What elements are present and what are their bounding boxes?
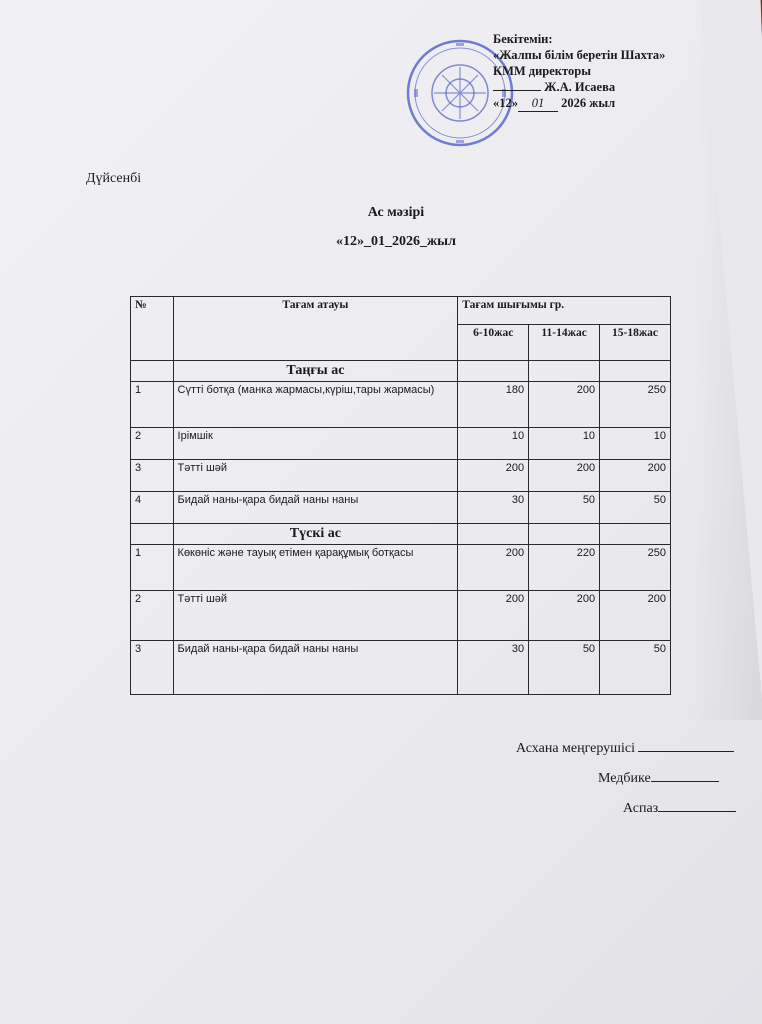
- header-dish-name: Тағам атауы: [173, 297, 458, 361]
- row-number: 1: [131, 545, 174, 591]
- nurse-label: Медбике: [598, 771, 651, 786]
- dish-name: Ірімшік: [173, 428, 458, 460]
- table-row: [131, 591, 671, 641]
- yield-15-18: 10: [600, 428, 671, 460]
- yield-15-18: 50: [600, 492, 671, 524]
- table-row: [131, 492, 671, 524]
- approval-block: [493, 31, 665, 112]
- row-number: 4: [131, 492, 174, 524]
- yield-6-10: 200: [458, 460, 529, 492]
- director-title: КММ директоры: [493, 64, 591, 78]
- menu-table: [130, 296, 671, 695]
- director-signature-line: [493, 79, 665, 95]
- yield-15-18: 200: [600, 591, 671, 641]
- menu-title: Ас мәзірі: [367, 205, 425, 220]
- yield-11-14: 220: [529, 545, 600, 591]
- yield-11-14: 10: [529, 428, 600, 460]
- yield-6-10: 30: [458, 641, 529, 695]
- table-row: [131, 545, 671, 591]
- dish-name: Тәтті шәй: [173, 591, 458, 641]
- dish-name: Бидай наны-қара бидай наны наны: [173, 492, 458, 524]
- approval-date-day: «12»: [493, 96, 518, 110]
- header-number: №: [131, 297, 174, 361]
- header-age-15-18: 15-18жас: [600, 325, 671, 361]
- dish-name: Тәтті шәй: [173, 460, 458, 492]
- cook-label: Аспаз: [623, 801, 659, 816]
- signature-blank: [638, 737, 734, 752]
- header-age-11-14: 11-14жас: [529, 325, 600, 361]
- approval-date-year: 2026 жыл: [561, 96, 616, 110]
- section-row-breakfast: [131, 361, 671, 382]
- yield-15-18: 250: [600, 382, 671, 428]
- yield-6-10: 200: [458, 591, 529, 641]
- signature-nurse: [598, 767, 719, 787]
- section-row-lunch: [131, 524, 671, 545]
- yield-6-10: 30: [458, 492, 529, 524]
- row-number: 3: [131, 460, 174, 492]
- yield-11-14: 200: [529, 382, 600, 428]
- dish-name: Сүтті ботқа (манка жармасы,күріш,тары жармасы): [173, 382, 458, 428]
- yield-11-14: 200: [529, 591, 600, 641]
- yield-6-10: 180: [458, 382, 529, 428]
- section-title: Таңғы ас: [173, 361, 458, 382]
- row-number: 1: [131, 382, 174, 428]
- signature-blank: [651, 767, 719, 782]
- approval-date-month: 01: [518, 95, 558, 112]
- row-number: 2: [131, 428, 174, 460]
- day-of-week: Дүйсенбі: [86, 171, 142, 186]
- yield-6-10: 200: [458, 545, 529, 591]
- header-yield: Тағам шығымы гр.: [458, 297, 671, 325]
- signature-blank: [658, 797, 736, 812]
- school-name: «Жалпы білім беретін Шахта»: [493, 48, 666, 62]
- canteen-head-label: Асхана меңгерушісі: [516, 741, 635, 756]
- director-name: Ж.А. Исаева: [544, 80, 616, 94]
- yield-11-14: 200: [529, 460, 600, 492]
- table-row: [131, 428, 671, 460]
- menu-date: «12»_01_2026_жыл: [336, 234, 456, 249]
- row-number: 3: [131, 641, 174, 695]
- signature-blank: [493, 90, 541, 91]
- table-row: [131, 460, 671, 492]
- row-number: 2: [131, 591, 174, 641]
- table-header-row: [131, 297, 671, 325]
- approval-date: [493, 95, 665, 112]
- yield-15-18: 200: [600, 460, 671, 492]
- header-age-6-10: 6-10жас: [458, 325, 529, 361]
- yield-11-14: 50: [529, 492, 600, 524]
- table-row: [131, 382, 671, 428]
- signature-canteen-head: [516, 737, 734, 757]
- dish-name: Көкөніс және тауық етімен қарақұмық ботқасы: [173, 545, 458, 591]
- approval-heading: Бекітемін:: [493, 32, 553, 46]
- dish-name: Бидай наны-қара бидай наны наны: [173, 641, 458, 695]
- yield-11-14: 50: [529, 641, 600, 695]
- yield-15-18: 250: [600, 545, 671, 591]
- section-title: Түскі ас: [173, 524, 458, 545]
- signature-cook: [623, 797, 736, 817]
- yield-6-10: 10: [458, 428, 529, 460]
- yield-15-18: 50: [600, 641, 671, 695]
- table-row: [131, 641, 671, 695]
